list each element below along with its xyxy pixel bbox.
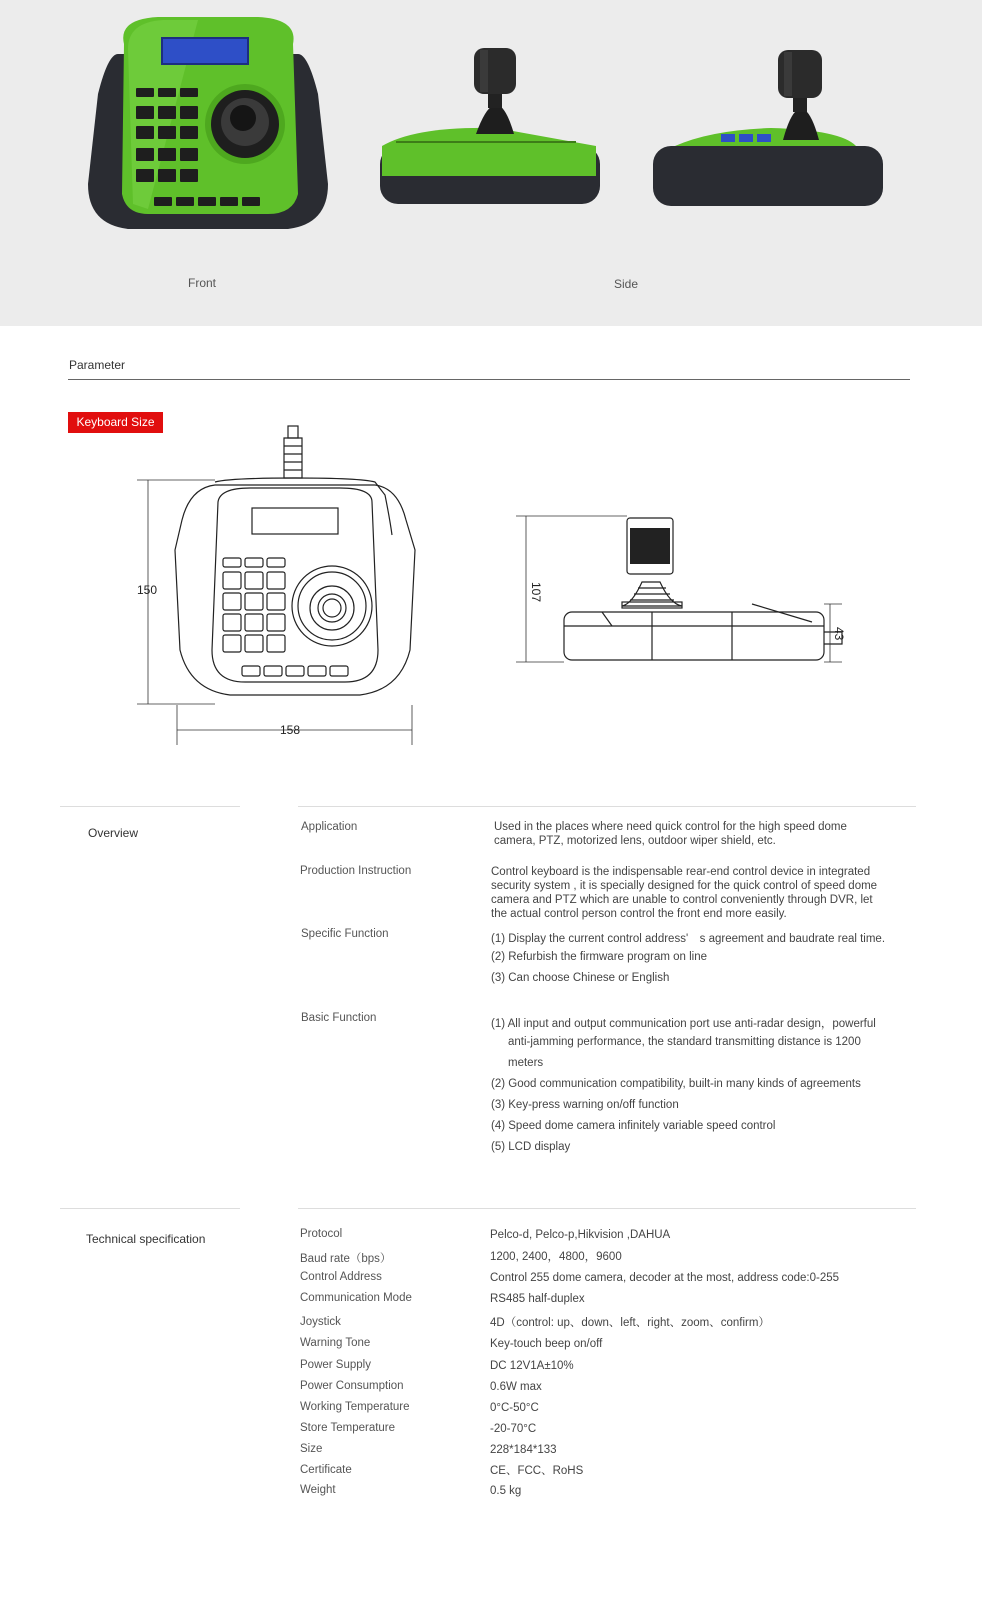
spec-label: Protocol	[300, 1228, 343, 1240]
specific-function-label: Specific Function	[301, 928, 389, 940]
spec-label: Power Consumption	[300, 1380, 404, 1392]
application-text: Used in the places where need quick control for the high speed dome camera, PTZ, motorized lens, outdoor wiper shield, etc.	[494, 821, 847, 847]
front-dimension-drawing	[120, 420, 430, 750]
specific-item-3: (3) Can choose Chinese or English	[491, 972, 670, 984]
application-label: Application	[301, 821, 358, 833]
basic-item-2: (2) Good communication compatibility, built-in many kinds of agreements	[491, 1078, 861, 1090]
side-caption: Side	[614, 277, 639, 291]
front-height-dim: 150	[137, 583, 158, 597]
spec-label: Control Address	[300, 1271, 382, 1283]
spec-value: 0°C-50°C	[490, 1402, 539, 1414]
side-view-image-left	[376, 46, 604, 210]
overview-divider-right	[298, 806, 916, 807]
side-base-dim: 43	[832, 627, 846, 641]
spec-value: Control 255 dome camera, decoder at the most, address code:0-255	[490, 1272, 840, 1284]
spec-value: 4D（control: up、down、left、right、zoom、confirm）	[490, 1317, 770, 1329]
basic-item-1-cont2: meters	[508, 1057, 544, 1069]
tech-spec-title: Technical specification	[86, 1232, 206, 1246]
basic-item-4: (4) Speed dome camera infinitely variable speed control	[491, 1120, 776, 1132]
tech-divider-left	[60, 1208, 240, 1209]
spec-value: 0.6W max	[490, 1381, 542, 1393]
spec-label: Weight	[300, 1484, 336, 1496]
basic-item-1: (1) All input and output communication port use anti-radar design，powerful	[491, 1018, 876, 1030]
spec-label: Baud rate（bps）	[300, 1253, 392, 1265]
spec-value: RS485 half-duplex	[490, 1293, 585, 1305]
spec-label: Power Supply	[300, 1359, 371, 1371]
front-view-image	[88, 14, 328, 236]
basic-item-1-cont: anti-jamming performance, the standard transmitting distance is 1200	[508, 1036, 861, 1048]
spec-label: Store Temperature	[300, 1422, 396, 1434]
overview-title: Overview	[88, 826, 139, 840]
spec-value: 228*184*133	[490, 1444, 557, 1456]
spec-label: Size	[300, 1443, 323, 1455]
spec-label: Joystick	[300, 1316, 341, 1328]
basic-item-5: (5) LCD display	[491, 1141, 571, 1153]
overview-divider-left	[60, 806, 240, 807]
specific-item-1: (1) Display the current control address' s agreement and baudrate real time.	[491, 933, 886, 945]
front-width-dim: 158	[280, 723, 301, 737]
tech-divider-right	[298, 1208, 916, 1209]
production-label: Production Instruction	[300, 865, 412, 877]
side-view-image-right	[651, 48, 887, 212]
specific-item-2: (2) Refurbish the firmware program on line	[491, 951, 708, 963]
side-dimension-drawing	[512, 512, 852, 672]
spec-value: 1200, 2400，4800，9600	[490, 1251, 622, 1263]
parameter-title: Parameter	[69, 358, 126, 372]
side-height-dim: 107	[529, 582, 543, 603]
spec-label: Certificate	[300, 1464, 352, 1476]
front-caption: Front	[188, 276, 217, 290]
spec-value: -20-70°C	[490, 1423, 537, 1435]
keyboard-size-badge: Keyboard Size	[68, 412, 163, 433]
spec-label: Working Temperature	[300, 1401, 410, 1413]
spec-value: DC 12V1A±10%	[490, 1360, 574, 1372]
basic-function-label: Basic Function	[301, 1012, 377, 1024]
parameter-divider	[68, 379, 910, 380]
product-photo-panel	[0, 0, 982, 326]
spec-value: 0.5 kg	[490, 1485, 522, 1497]
spec-label: Communication Mode	[300, 1292, 412, 1304]
basic-item-3: (3) Key-press warning on/off function	[491, 1099, 679, 1111]
spec-label: Warning Tone	[300, 1337, 371, 1349]
spec-value: Pelco-d, Pelco-p,Hikvision ,DAHUA	[490, 1229, 671, 1241]
spec-value: CE、FCC、RoHS	[490, 1465, 584, 1477]
spec-value: Key-touch beep on/off	[490, 1338, 603, 1350]
production-text: Control keyboard is the indispensable rear-end control device in integrated security system , it is specially designed for the quick control of speed dome camera and PTZ which are unable to control conveniently through DVR, let the actual control person control the front end more easily.	[491, 866, 878, 920]
